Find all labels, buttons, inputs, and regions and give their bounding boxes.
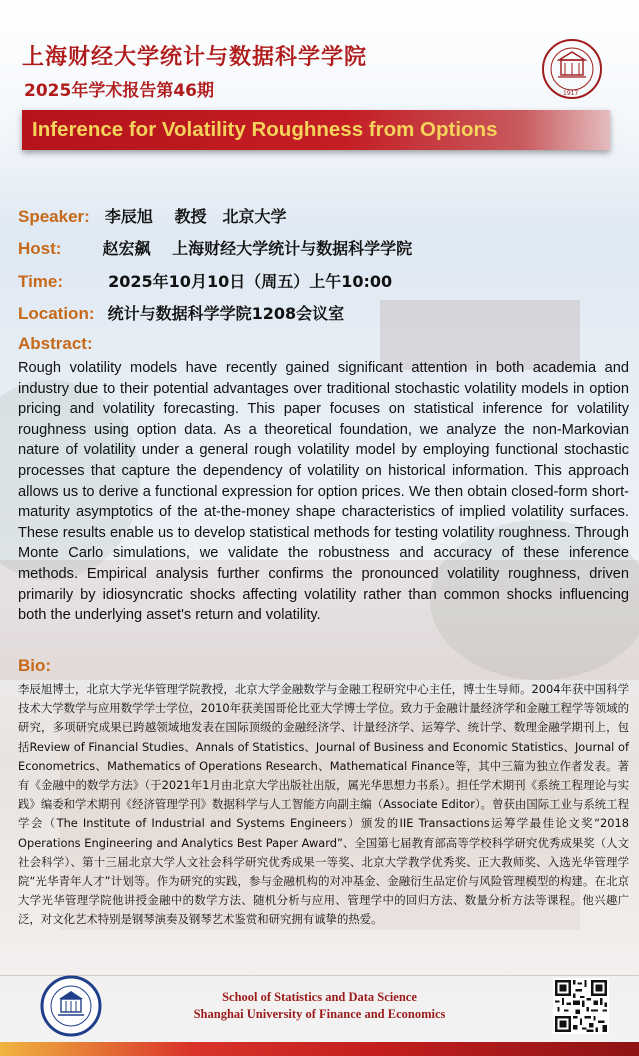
seal-year: 1917 — [563, 90, 579, 97]
abstract-text: Rough volatility models have recently gained significant attention in both academia and industry due to their potential advantages over traditional stochastic volatility models in option pricing and volatility forecasting. This paper focuses on statistical inference for volatility roughness using option data. As a theoretical foundation, we analyze the non-Markovian nature of volatility under a general rough volatility model by employing functional stochastic processes that capture the dependency of volatility on historical information. This approach allows us to derive a functional expression for option prices. We then obtain closed-form short-maturity asymptotics of the at-the-money shape characteristics of implied volatility surfaces. These results enable us to develop statistical methods for testing volatility roughness. Through Monte Carlo simulations, we validate the robustness and accuracy of these inference methods. Empirical analysis further confirms the pronounced volatility roughness, driven primarily by idiosyncratic shocks affecting volatility rather than common shocks influencing both the underlying asset's return and volatility. — [18, 360, 629, 624]
time-value: 2025年10月10日（周五）上午10:00 — [108, 272, 393, 291]
bio-text: 李辰旭博士，北京大学光华管理学院教授，北京大学金融数学与金融工程研究中心主任，博士生导师。2004年获中国科学技术大学数学与应用数学学士学位，2010年获美国哥伦比亚大学博士学位。致力于金融计量经济学和金融工程学等领域的研究，多项研究成果已跨越领域地发表在国际顶级的金融经济学、计量经济学、运筹学、统计学、数理金融学期刊上，包括Review of Financial Studies、Annals of Statistics、Journal of Business and Economic Statistics、Journal of Econometrics、Mathematics of Operations Research、Mathematical Finance等，其中三篇为独立作者发表。著有《金融中的数学方法》（于2021年1月由北京大学出版社出版，属光华思想力书系）。担任学术期刊《系统工程理论与实践》编委和学术期刊《经济管理学刊》数据科学与人工智能方向副主编（Associate Editor）。曾获由国际工业与系统工程学会（The Institute of Industrial and Systems Engineers）颁发的IIE Transactions运筹学最佳论文奖“2018 Operations Engineering and Analytics Best Paper Award”、全国第七届教育部高等学校科学研究优秀成果奖（人文社会科学）、第十三届北京大学人文社会科学研究优秀成果一等奖、北京大学教学优秀奖、正大教师奖、入选光华管理学院“光华青年人才”计划等。作为研究的实践，参与金融机构的对冲基金、金融衍生品定价与风险管理模型的构建。在北京大学光华管理学院他讲授金融中的数学方法、随机分析与应用、管理学中的回归方法、数量分析方法等课程。他兴趣广泛，对文化艺术特别是钢琴演奏及钢琴艺术鉴赏和研究拥有诚挚的热爱。 — [18, 682, 629, 927]
host-label: Host: — [18, 239, 62, 258]
bio-label: Bio: — [18, 656, 52, 675]
speaker-row — [18, 204, 287, 227]
bottom-accent-bar — [0, 1042, 639, 1056]
report-series-number: 2025年学术报告第46期 — [24, 81, 214, 101]
speaker-value: 李辰旭 教授 北京大学 — [104, 207, 287, 226]
talk-title-banner — [22, 110, 610, 150]
footer-university-name: Shanghai University of Finance and Economics — [193, 1007, 446, 1021]
qr-code-icon — [553, 978, 609, 1034]
university-logo-icon — [40, 975, 102, 1037]
abstract-label: Abstract: — [18, 334, 93, 353]
location-row — [18, 301, 344, 324]
host-value: 赵宏飙 上海财经大学统计与数据科学学院 — [102, 239, 413, 258]
location-label: Location: — [18, 304, 95, 323]
footer-school-name: School of Statistics and Data Science — [222, 990, 417, 1004]
host-row — [18, 236, 412, 259]
time-label: Time: — [18, 272, 64, 291]
time-row — [18, 269, 392, 292]
institution-title: 上海财经大学统计与数据科学学院 — [22, 45, 368, 70]
speaker-label: Speaker: — [18, 207, 90, 226]
talk-title: Inference for Volatility Roughness from Options — [32, 118, 498, 141]
location-value: 统计与数据科学学院1208会议室 — [107, 304, 345, 323]
